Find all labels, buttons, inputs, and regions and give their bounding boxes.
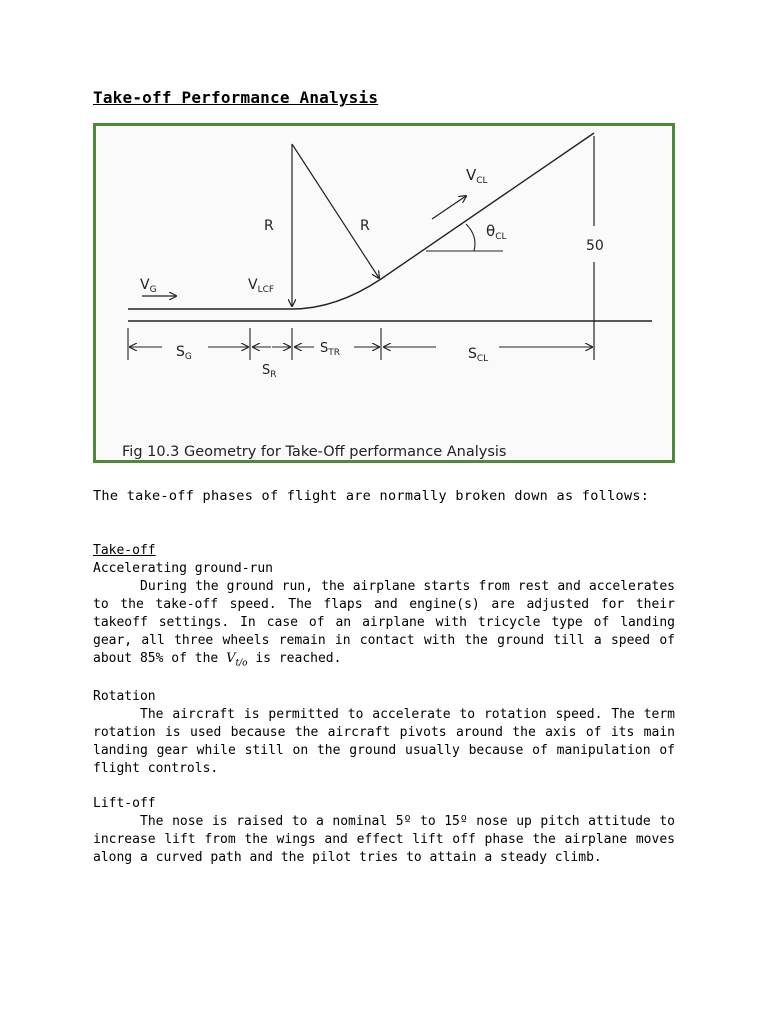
vg-label: $V_G$ <box>140 277 157 295</box>
liftoff-heading: Lift-off <box>93 796 156 811</box>
figure-caption: Fig 10.3 Geometry for Take-Off performance Analysis <box>122 444 507 460</box>
liftoff-paragraph: The nose is raised to a nominal 5º to 15º nose up pitch attitude to increase lift from the wings and effect lift off phase the airplane moves along a curved path and the pilot tries to attain a steady climb. <box>93 814 675 865</box>
theta-cl-label: $\theta_{CL}$ <box>486 222 507 242</box>
theta-arc <box>466 224 475 251</box>
radius-label-1: R <box>264 218 274 234</box>
radius-line-diagonal <box>292 144 379 278</box>
takeoff-geometry-figure <box>93 123 675 463</box>
vcl-arrow <box>432 196 466 219</box>
vlcf-label: $V_{LCF}$ <box>248 277 275 295</box>
vto-symbol: $V_{t/o}$ <box>226 651 248 669</box>
ground-run-paragraph: During the ground run, the airplane starts from rest and accelerates to the take-off speed. The flaps and engine(s) are adjusted for their takeoff settings. In case of an airplane with tricycle type of landing gear, all three wheels remain in contact with the ground till a speed of about 85% of the $V_{t/o}$ is reached. <box>93 579 675 669</box>
ground-run-heading: Accelerating ground-run <box>93 561 274 576</box>
rotation-heading: Rotation <box>93 689 156 704</box>
takeoff-heading: Take-off <box>93 543 156 558</box>
sg-label: $S_G$ <box>176 344 192 362</box>
intro-paragraph: The take-off phases of flight are normally broken down as follows: <box>93 488 650 504</box>
page-title: Take-off Performance Analysis <box>93 88 379 107</box>
takeoff-diagram <box>96 126 672 460</box>
str-label: $S_{TR}$ <box>320 341 341 358</box>
height-50-label: 50 <box>586 238 604 254</box>
sr-label: $S_R$ <box>262 363 277 380</box>
rotation-paragraph: The aircraft is permitted to accelerate to rotation speed. The term rotation is used because the aircraft pivots around the axis of its main landing gear while still on the ground usually because of manipulation of flight controls. <box>93 707 675 776</box>
radius-label-2: R <box>360 218 370 234</box>
vcl-label: $V_{CL}$ <box>466 166 488 186</box>
scl-label: $S_{CL}$ <box>468 346 489 364</box>
